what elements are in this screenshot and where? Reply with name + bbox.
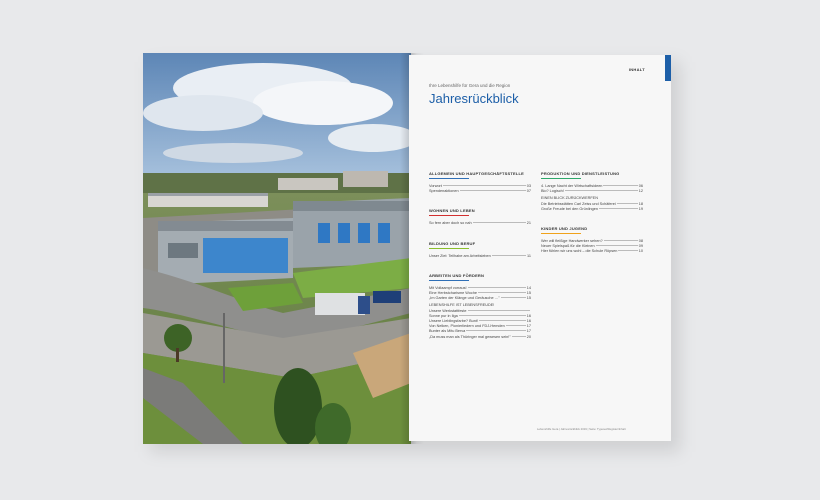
- toc-leader: [460, 190, 526, 191]
- toc-leader: [618, 250, 637, 251]
- toc-entry[interactable]: [429, 296, 531, 301]
- toc-entry-title: Große Freude bei den Grünlingen: [541, 206, 598, 211]
- toc-entry-page: 21: [526, 221, 531, 226]
- toc-entry-title: Bunter als Mitu Berva: [429, 329, 466, 334]
- toc-entry-title: Mit Vollaampf vorraus!: [429, 285, 467, 290]
- toc-entry-title: Wer will fleißige Handwerker sehen?: [541, 239, 603, 244]
- toc-section: [541, 226, 643, 255]
- section-label: INHALT: [628, 67, 645, 72]
- toc-entry-title: Unsere Werkstattfeste: [429, 308, 467, 313]
- toc-section: [429, 171, 531, 194]
- toc-entry[interactable]: [429, 335, 531, 340]
- toc-entry-title: Hier fühlen wir uns wohl – die Schule Röpsen: [541, 249, 618, 254]
- toc-entry-page: 15: [526, 291, 531, 296]
- toc-leader: [604, 240, 638, 241]
- toc-entry-page: 06: [638, 184, 643, 188]
- toc-entry-page: 07: [526, 189, 531, 194]
- page-footer: Lebenshilfe Gera | Jahresrückblick 2019 | Seite: Typeset/Register/Inhalt: [537, 427, 626, 431]
- toc-entry-page: 14: [526, 285, 531, 290]
- toc-leader: [466, 330, 525, 331]
- toc-section-color-bar: [429, 178, 469, 179]
- toc-entry-title: Spendenaktionen: [429, 189, 459, 194]
- toc-leader: [617, 203, 638, 204]
- toc-section-heading: KINDER UND JUGEND: [541, 226, 588, 232]
- toc-leader: [459, 315, 526, 316]
- toc-section-color-bar: [429, 248, 469, 249]
- toc-section: [541, 171, 643, 212]
- toc-entry-title: Neuer Spielspaß für die Kleinen: [541, 244, 595, 249]
- toc-section-heading: WOHNEN UND LEBEN: [429, 208, 475, 214]
- toc-leader: [468, 287, 526, 288]
- toc-entry-page: 17: [526, 329, 531, 334]
- toc-entry-page: 15: [526, 296, 531, 301]
- toc-entry[interactable]: [429, 254, 531, 259]
- toc-entry[interactable]: [429, 221, 531, 226]
- toc-entry[interactable]: [541, 207, 643, 212]
- toc-entry[interactable]: [541, 189, 643, 194]
- toc-entry-page: 03: [526, 184, 531, 188]
- toc-subheading: EINEN BLICK ZURÜCKWERFEN: [541, 196, 598, 201]
- toc-entry-title: Unser Ziel: Teilhabe am Arbeitsleben: [429, 253, 491, 258]
- toc-entry-title: „Da muss man als Thüringer mal gewesen sein!": [429, 334, 511, 339]
- toc-section: [429, 241, 531, 259]
- toc-section-color-bar: [541, 178, 581, 179]
- toc-leader: [443, 185, 526, 186]
- toc-entry[interactable]: [541, 249, 643, 254]
- aerial-photo-illustration: [143, 53, 411, 444]
- toc-section: [429, 208, 531, 226]
- toc-entry-title: Die Betriebsstätten Carl Zeiss und Schäferei: [541, 201, 616, 206]
- contents-column-left: [429, 171, 531, 354]
- toc-entry-title: Bio? Logisch!: [541, 189, 564, 194]
- toc-entry-title: Vorwort: [429, 184, 442, 188]
- toc-section-color-bar: [541, 233, 581, 234]
- toc-leader: [565, 190, 638, 191]
- toc-entry-page: 18: [638, 201, 643, 206]
- toc-leader: [479, 320, 526, 321]
- toc-entry-title: So fern aber doch so nah: [429, 221, 472, 226]
- toc-entry-page: 08: [638, 239, 643, 244]
- toc-leader: [478, 292, 526, 293]
- toc-section-heading: ALLGEMEIN UND HAUPTGESCHÄFTSSTELLE: [429, 171, 525, 176]
- toc-entry-page: 16: [526, 313, 531, 318]
- toc-entry-page: 10: [638, 249, 643, 254]
- section-tab: [665, 55, 671, 81]
- toc-entry-title: Eine Herbstcharisme Woche: [429, 291, 478, 296]
- toc-entry[interactable]: [429, 189, 531, 194]
- toc-section-heading: BILDUNG UND BERUF: [429, 240, 476, 246]
- toc-entry-page: 16: [526, 319, 531, 324]
- toc-section-heading: ARBEITEN UND FÖRDERN: [429, 272, 485, 278]
- toc-entry-page: 20: [526, 334, 531, 339]
- contents-column-right: [541, 171, 643, 269]
- toc-entry-title: Von Nelken, Pionierliedern und FDJ-Hemden: [429, 324, 505, 329]
- toc-entry-page: 09: [638, 244, 643, 249]
- toc-entry-title: Sonne pur in Ilga: [429, 313, 458, 318]
- toc-leader: [512, 336, 526, 337]
- toc-leader: [468, 310, 531, 311]
- toc-section-color-bar: [429, 280, 469, 281]
- toc-entry-page: 11: [527, 253, 531, 258]
- page-title: Jahresrückblick: [429, 91, 519, 106]
- toc-leader: [492, 255, 526, 256]
- toc-entry-page: 19: [638, 206, 643, 211]
- toc-entry-title: „Im Garten der Klänge und Geräusche …": [429, 296, 500, 301]
- toc-entry-title: 4. Lange Nacht der Wirtschaftsideen: [541, 184, 603, 188]
- cover-photo: [143, 53, 411, 444]
- toc-section-heading: PRODUKTION UND DIENSTLEISTUNG: [541, 171, 620, 176]
- toc-section: [429, 273, 531, 340]
- toc-entry-page: 17: [526, 324, 531, 329]
- toc-leader: [506, 325, 526, 326]
- toc-entry-title: Unsere Lieblingsfarbe? Bunt!: [429, 319, 478, 324]
- contents-page: [409, 55, 671, 441]
- toc-leader: [501, 297, 526, 298]
- toc-section-color-bar: [429, 215, 469, 216]
- toc-leader: [603, 185, 637, 186]
- toc-leader: [596, 245, 638, 246]
- toc-subheading: LEBENSHILFE IST LEBENSFREUDE!: [429, 303, 495, 308]
- page-subtitle: Ihre Lebenshilfe für Gera und die Region: [429, 83, 511, 88]
- toc-leader: [473, 222, 526, 223]
- toc-entry-page: 12: [638, 189, 643, 194]
- toc-leader: [599, 208, 638, 209]
